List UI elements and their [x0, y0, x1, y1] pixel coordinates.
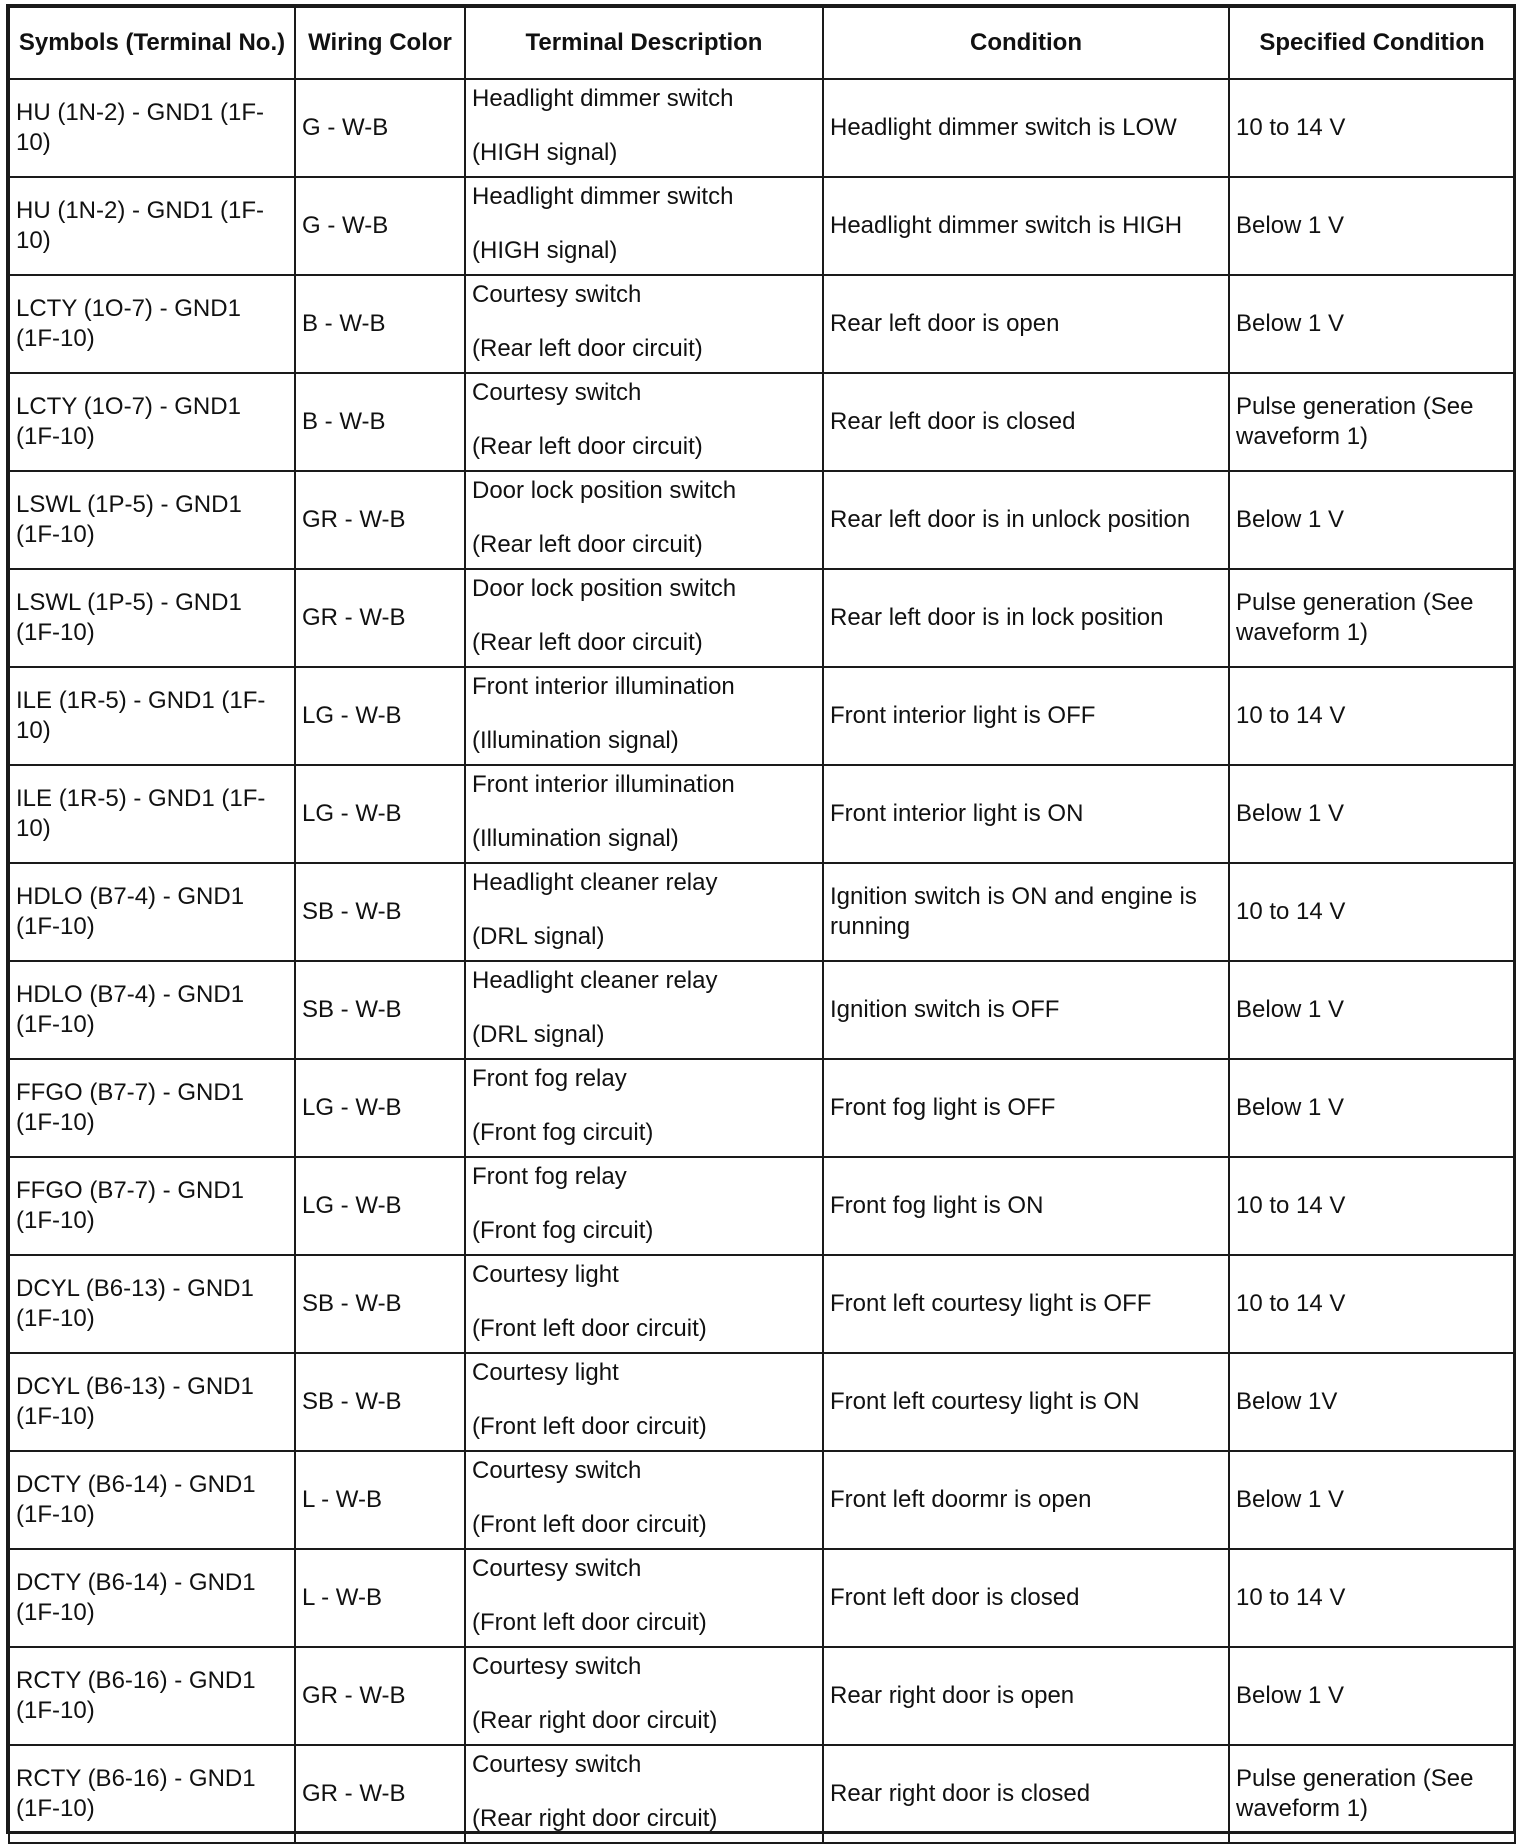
- header-row: [9, 7, 1515, 79]
- description-detail: (Rear left door circuit): [472, 531, 703, 558]
- symbol-cell: LCTY (1O-7) - GND1 (1F-10): [9, 373, 295, 471]
- symbol-cell: DCYL (B6-13) - GND1 (1F-10): [9, 1255, 295, 1353]
- specified-condition-cell: 10 to 14 V: [1229, 1549, 1515, 1647]
- description-detail: (Rear left door circuit): [472, 335, 703, 362]
- table-row: [9, 1059, 1515, 1157]
- specified-condition-cell: Below 1 V: [1229, 961, 1515, 1059]
- wiring-color-cell: LG - W-B: [295, 765, 465, 863]
- condition-cell: Headlight dimmer switch is HIGH: [823, 177, 1229, 275]
- symbol-cell: HU (1N-2) - GND1 (1F-10): [9, 79, 295, 177]
- table-row: [9, 275, 1515, 373]
- description-title: Courtesy switch: [472, 379, 642, 406]
- description-detail: (Front left door circuit): [472, 1511, 707, 1538]
- terminal-description-cell: [465, 373, 823, 471]
- terminal-description-cell: [465, 275, 823, 373]
- header-symbol: Symbols (Terminal No.): [9, 7, 295, 79]
- specified-condition-cell: Below 1V: [1229, 1353, 1515, 1451]
- specified-condition-cell: Below 1 V: [1229, 471, 1515, 569]
- condition-cell: Ignition switch is OFF: [823, 961, 1229, 1059]
- terminal-description-cell: [465, 1157, 823, 1255]
- symbol-cell: ILE (1R-5) - GND1 (1F-10): [9, 765, 295, 863]
- terminal-description-cell: [465, 177, 823, 275]
- terminal-description-cell: [465, 471, 823, 569]
- wiring-color-cell: SB - W-B: [295, 863, 465, 961]
- wiring-color-cell: SB - W-B: [295, 1353, 465, 1451]
- symbol-cell: DCTY (B6-14) - GND1 (1F-10): [9, 1451, 295, 1549]
- header-wiring-color: Wiring Color: [295, 7, 465, 79]
- symbol-cell: LSWL (1P-5) - GND1 (1F-10): [9, 471, 295, 569]
- description-detail: (Front left door circuit): [472, 1413, 707, 1440]
- description-title: Front interior illumination: [472, 771, 735, 798]
- wiring-color-cell: SB - W-B: [295, 1255, 465, 1353]
- description-detail: (Rear right door circuit): [472, 1707, 718, 1734]
- description-title: Front interior illumination: [472, 673, 735, 700]
- terminal-description-cell: [465, 961, 823, 1059]
- condition-cell: Headlight dimmer switch is LOW: [823, 79, 1229, 177]
- condition-cell: Rear left door is in lock position: [823, 569, 1229, 667]
- wiring-color-cell: GR - W-B: [295, 569, 465, 667]
- description-detail: (Rear left door circuit): [472, 629, 703, 656]
- description-title: Courtesy light: [472, 1261, 619, 1288]
- condition-cell: Rear right door is closed: [823, 1745, 1229, 1843]
- wiring-color-cell: LG - W-B: [295, 1059, 465, 1157]
- terminal-description-cell: [465, 863, 823, 961]
- table-row: [9, 177, 1515, 275]
- table-row: [9, 373, 1515, 471]
- description-detail: (Illumination signal): [472, 727, 679, 754]
- header-specified-condition: Specified Condition: [1229, 7, 1515, 79]
- description-title: Courtesy switch: [472, 1653, 642, 1680]
- description-detail: (Illumination signal): [472, 825, 679, 852]
- description-detail: (Front fog circuit): [472, 1217, 654, 1244]
- terminal-description-cell: [465, 765, 823, 863]
- description-title: Headlight cleaner relay: [472, 967, 718, 994]
- header-terminal-description: Terminal Description: [465, 7, 823, 79]
- description-title: Front fog relay: [472, 1163, 627, 1190]
- specified-condition-cell: Pulse generation (See waveform 1): [1229, 1745, 1515, 1843]
- table-row: [9, 863, 1515, 961]
- specified-condition-cell: 10 to 14 V: [1229, 667, 1515, 765]
- table-row: [9, 1745, 1515, 1843]
- wiring-color-cell: GR - W-B: [295, 1647, 465, 1745]
- terminal-description-cell: [465, 79, 823, 177]
- symbol-cell: HDLO (B7-4) - GND1 (1F-10): [9, 863, 295, 961]
- description-title: Courtesy switch: [472, 1751, 642, 1778]
- symbol-cell: LCTY (1O-7) - GND1 (1F-10): [9, 275, 295, 373]
- table-row: [9, 1451, 1515, 1549]
- wiring-color-cell: B - W-B: [295, 373, 465, 471]
- specified-condition-cell: Pulse generation (See waveform 1): [1229, 373, 1515, 471]
- description-title: Headlight cleaner relay: [472, 869, 718, 896]
- condition-cell: Rear left door is in unlock position: [823, 471, 1229, 569]
- terminal-description-cell: [465, 1549, 823, 1647]
- specified-condition-cell: Below 1 V: [1229, 1451, 1515, 1549]
- condition-cell: Front fog light is OFF: [823, 1059, 1229, 1157]
- description-title: Door lock position switch: [472, 477, 737, 504]
- table-row: [9, 569, 1515, 667]
- symbol-cell: RCTY (B6-16) - GND1 (1F-10): [9, 1745, 295, 1843]
- description-detail: (Front left door circuit): [472, 1609, 707, 1636]
- table-row: [9, 1353, 1515, 1451]
- wiring-color-cell: GR - W-B: [295, 1745, 465, 1843]
- condition-cell: Front left doormr is open: [823, 1451, 1229, 1549]
- condition-cell: Front left door is closed: [823, 1549, 1229, 1647]
- description-title: Headlight dimmer switch: [472, 183, 734, 210]
- description-title: Door lock position switch: [472, 575, 737, 602]
- specified-condition-cell: 10 to 14 V: [1229, 1255, 1515, 1353]
- symbol-cell: ILE (1R-5) - GND1 (1F-10): [9, 667, 295, 765]
- specified-condition-cell: 10 to 14 V: [1229, 79, 1515, 177]
- symbol-cell: DCTY (B6-14) - GND1 (1F-10): [9, 1549, 295, 1647]
- table-row: [9, 79, 1515, 177]
- condition-cell: Front interior light is ON: [823, 765, 1229, 863]
- terminal-description-cell: [465, 569, 823, 667]
- symbol-cell: FFGO (B7-7) - GND1 (1F-10): [9, 1059, 295, 1157]
- wiring-color-cell: GR - W-B: [295, 471, 465, 569]
- header-condition: Condition: [823, 7, 1229, 79]
- symbol-cell: HU (1N-2) - GND1 (1F-10): [9, 177, 295, 275]
- specified-condition-cell: Below 1 V: [1229, 765, 1515, 863]
- symbol-cell: DCYL (B6-13) - GND1 (1F-10): [9, 1353, 295, 1451]
- specified-condition-cell: Below 1 V: [1229, 1647, 1515, 1745]
- condition-cell: Front left courtesy light is ON: [823, 1353, 1229, 1451]
- wiring-color-cell: LG - W-B: [295, 1157, 465, 1255]
- condition-cell: Front interior light is OFF: [823, 667, 1229, 765]
- wiring-color-cell: B - W-B: [295, 275, 465, 373]
- specified-condition-cell: Below 1 V: [1229, 1059, 1515, 1157]
- symbol-cell: LSWL (1P-5) - GND1 (1F-10): [9, 569, 295, 667]
- condition-cell: Rear right door is open: [823, 1647, 1229, 1745]
- specified-condition-cell: 10 to 14 V: [1229, 863, 1515, 961]
- table-row: [9, 1157, 1515, 1255]
- table-row: [9, 471, 1515, 569]
- condition-cell: Front left courtesy light is OFF: [823, 1255, 1229, 1353]
- wiring-color-cell: L - W-B: [295, 1451, 465, 1549]
- terminal-description-cell: [465, 1451, 823, 1549]
- terminal-spec-sheet: [8, 6, 1514, 1844]
- wiring-color-cell: L - W-B: [295, 1549, 465, 1647]
- terminal-description-cell: [465, 1059, 823, 1157]
- terminal-description-cell: [465, 1647, 823, 1745]
- terminal-spec-table: [8, 6, 1516, 1844]
- table-row: [9, 667, 1515, 765]
- terminal-description-cell: [465, 1745, 823, 1843]
- terminal-description-cell: [465, 1353, 823, 1451]
- description-title: Courtesy light: [472, 1359, 619, 1386]
- table-row: [9, 1647, 1515, 1745]
- wiring-color-cell: SB - W-B: [295, 961, 465, 1059]
- specified-condition-cell: Below 1 V: [1229, 177, 1515, 275]
- table-row: [9, 1549, 1515, 1647]
- condition-cell: Ignition switch is ON and engine is running: [823, 863, 1229, 961]
- description-detail: (Front fog circuit): [472, 1119, 654, 1146]
- symbol-cell: FFGO (B7-7) - GND1 (1F-10): [9, 1157, 295, 1255]
- description-title: Front fog relay: [472, 1065, 627, 1092]
- symbol-cell: HDLO (B7-4) - GND1 (1F-10): [9, 961, 295, 1059]
- condition-cell: Rear left door is open: [823, 275, 1229, 373]
- symbol-cell: RCTY (B6-16) - GND1 (1F-10): [9, 1647, 295, 1745]
- specified-condition-cell: 10 to 14 V: [1229, 1157, 1515, 1255]
- description-title: Courtesy switch: [472, 1457, 642, 1484]
- terminal-description-cell: [465, 667, 823, 765]
- table-row: [9, 961, 1515, 1059]
- description-detail: (Rear right door circuit): [472, 1805, 718, 1832]
- description-detail: (Front left door circuit): [472, 1315, 707, 1342]
- description-title: Courtesy switch: [472, 1555, 642, 1582]
- terminal-description-cell: [465, 1255, 823, 1353]
- condition-cell: Rear left door is closed: [823, 373, 1229, 471]
- description-detail: (DRL signal): [472, 1021, 605, 1048]
- description-detail: (HIGH signal): [472, 139, 618, 166]
- description-title: Headlight dimmer switch: [472, 85, 734, 112]
- specified-condition-cell: Below 1 V: [1229, 275, 1515, 373]
- wiring-color-cell: LG - W-B: [295, 667, 465, 765]
- condition-cell: Front fog light is ON: [823, 1157, 1229, 1255]
- wiring-color-cell: G - W-B: [295, 79, 465, 177]
- table-row: [9, 765, 1515, 863]
- table-row: [9, 1255, 1515, 1353]
- description-detail: (HIGH signal): [472, 237, 618, 264]
- description-detail: (Rear left door circuit): [472, 433, 703, 460]
- description-detail: (DRL signal): [472, 923, 605, 950]
- wiring-color-cell: G - W-B: [295, 177, 465, 275]
- description-title: Courtesy switch: [472, 281, 642, 308]
- specified-condition-cell: Pulse generation (See waveform 1): [1229, 569, 1515, 667]
